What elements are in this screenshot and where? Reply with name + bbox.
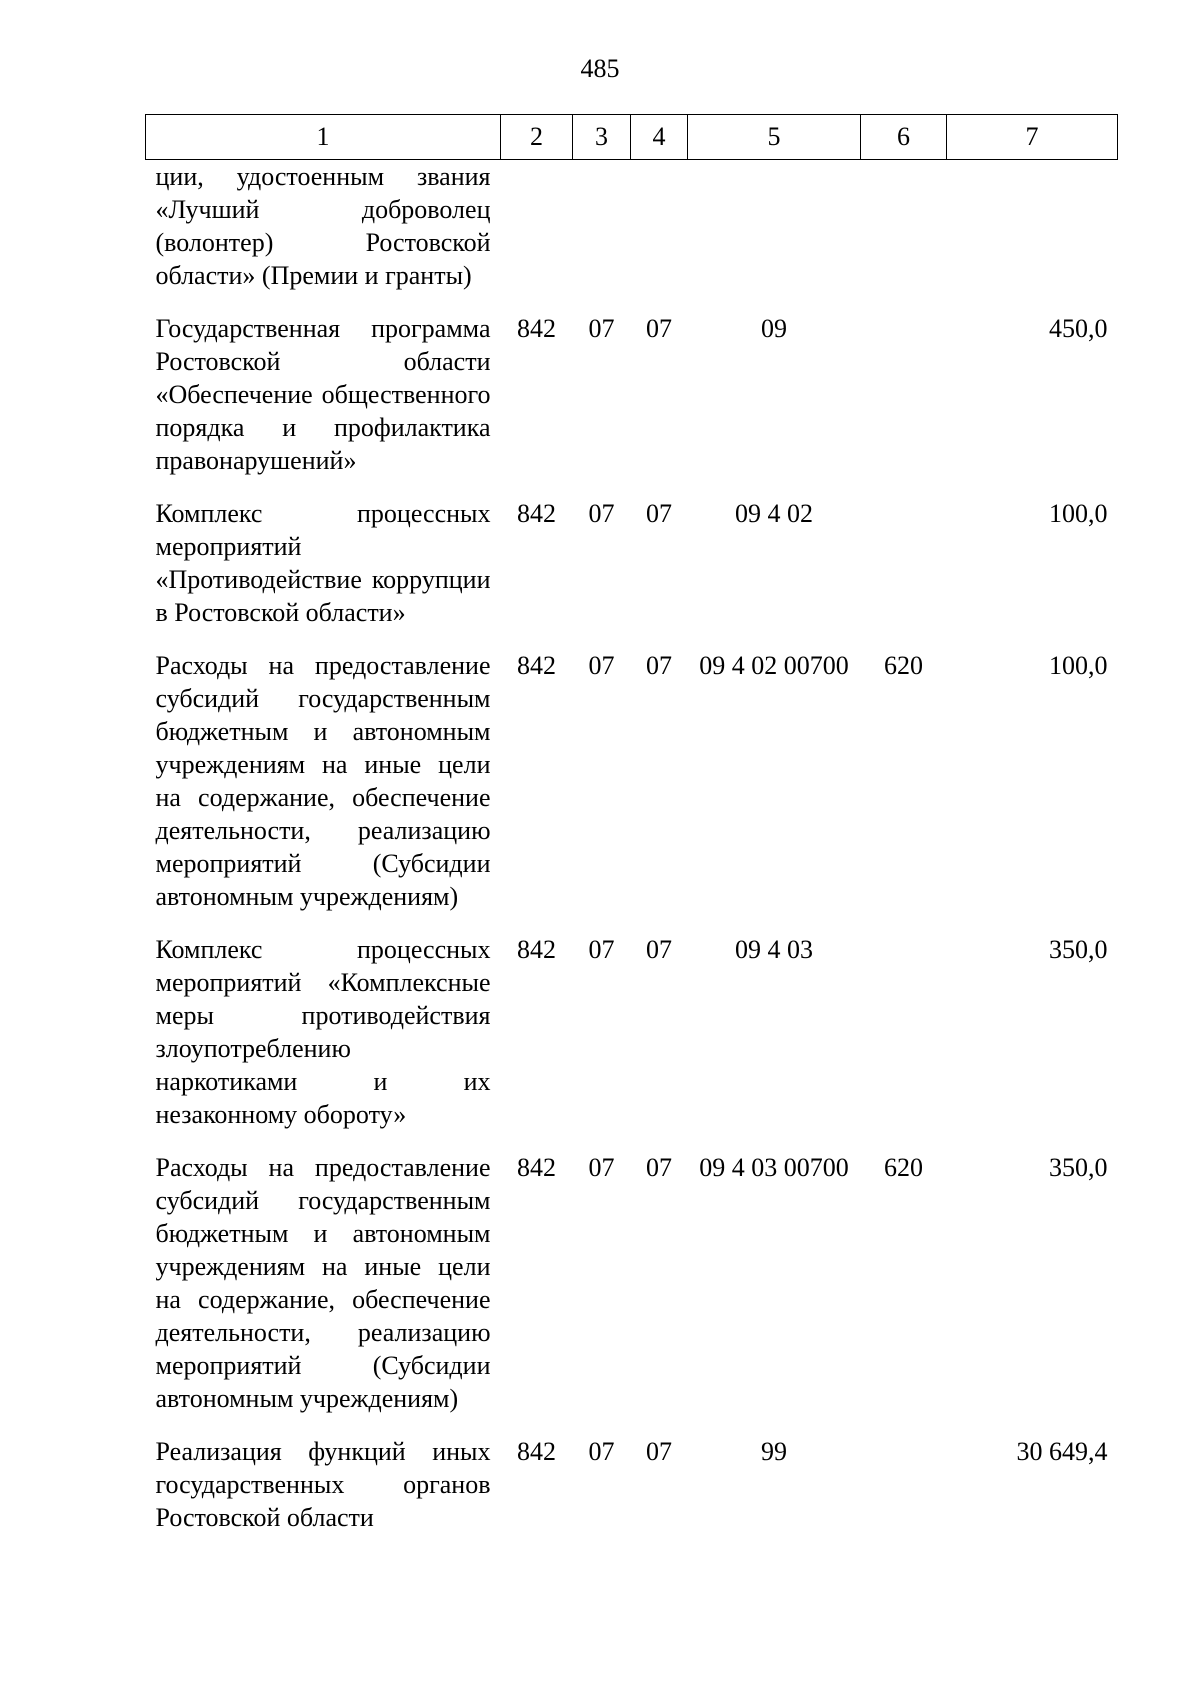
row-col-4 xyxy=(631,160,688,305)
row-col-3: 07 xyxy=(588,499,615,528)
row-col-3: 07 xyxy=(588,314,615,343)
header-col-1: 1 xyxy=(146,115,501,160)
row-col-6: 620 xyxy=(884,651,923,680)
row-col-7: 100,0 xyxy=(1049,651,1108,680)
row-col-4: 07 xyxy=(646,1153,672,1182)
table-row xyxy=(146,160,1118,305)
row-col-5: 09 4 03 00700 xyxy=(699,1153,849,1182)
row-description: Реализация функций иных государственных органов Ростовской области xyxy=(155,1437,491,1532)
row-col-6: 620 xyxy=(884,1153,923,1182)
row-col-2: 842 xyxy=(517,499,556,528)
row-description: Комплекс процессных мероприятий «Комплексные меры противодействия злоупотреблению наркотиками и их незаконному обороту» xyxy=(155,935,491,1129)
table-body xyxy=(146,160,1118,1547)
row-col-2 xyxy=(501,160,573,305)
row-col-7: 350,0 xyxy=(1049,935,1108,964)
row-col-6 xyxy=(861,160,947,305)
row-col-3: 07 xyxy=(588,935,615,964)
row-col-7: 30 649,4 xyxy=(1016,1437,1108,1466)
row-col-2: 842 xyxy=(517,651,556,680)
row-col-2: 842 xyxy=(517,314,556,343)
row-col-2: 842 xyxy=(517,1153,556,1182)
row-description: Государственная программа Ростовской области «Обеспечение общественного порядка и профилактика правонарушений» xyxy=(155,314,491,475)
table-row xyxy=(146,1427,1118,1546)
row-col-4: 07 xyxy=(646,651,672,680)
table-row xyxy=(146,1143,1118,1427)
row-col-5: 99 xyxy=(761,1437,787,1466)
budget-table xyxy=(145,114,1118,1546)
row-col-5: 09 4 02 xyxy=(735,499,813,528)
row-col-6 xyxy=(861,489,947,641)
table-row xyxy=(146,489,1118,641)
row-col-7: 350,0 xyxy=(1049,1153,1108,1182)
row-col-7: 450,0 xyxy=(1049,314,1108,343)
row-col-2: 842 xyxy=(517,1437,556,1466)
header-col-6: 6 xyxy=(861,115,947,160)
header-col-3: 3 xyxy=(573,115,631,160)
row-col-6 xyxy=(861,1427,947,1546)
row-col-2: 842 xyxy=(517,935,556,964)
header-col-7: 7 xyxy=(947,115,1118,160)
row-col-4: 07 xyxy=(646,314,672,343)
row-col-7 xyxy=(947,160,1118,305)
row-col-6 xyxy=(861,304,947,489)
header-col-2: 2 xyxy=(501,115,573,160)
table-row xyxy=(146,641,1118,925)
row-description: Комплекс процессных мероприятий «Противодействие коррупции в Ростовской области» xyxy=(155,499,491,627)
row-col-4: 07 xyxy=(646,1437,672,1466)
table-row xyxy=(146,925,1118,1143)
row-col-5: 09 4 02 00700 xyxy=(699,651,849,680)
budget-table-container xyxy=(145,114,1117,1546)
header-col-4: 4 xyxy=(631,115,688,160)
row-col-3: 07 xyxy=(588,651,615,680)
page-number: 485 xyxy=(580,54,620,83)
row-col-6 xyxy=(861,925,947,1143)
table-row xyxy=(146,304,1118,489)
row-col-5 xyxy=(688,160,861,305)
row-col-3: 07 xyxy=(588,1437,615,1466)
table-header xyxy=(146,115,1118,160)
header-col-5: 5 xyxy=(688,115,861,160)
row-col-4: 07 xyxy=(646,499,672,528)
row-col-7: 100,0 xyxy=(1049,499,1108,528)
row-description: Расходы на предоставление субсидий государственным бюджетным и автономным учреждениям на иные цели на содержание, обеспечение деятельности, реализацию мероприятий (Субсидии автономным учреждениям) xyxy=(155,651,491,911)
header-row xyxy=(146,115,1118,160)
row-col-5: 09 xyxy=(761,314,787,343)
row-col-5: 09 4 03 xyxy=(735,935,813,964)
row-col-4: 07 xyxy=(646,935,672,964)
row-col-3: 07 xyxy=(588,1153,615,1182)
row-description: Расходы на предоставление субсидий государственным бюджетным и автономным учреждениям на иные цели на содержание, обеспечение деятельности, реализацию мероприятий (Субсидии автономным учреждениям) xyxy=(155,1153,491,1413)
row-col-3 xyxy=(573,160,631,305)
row-description: ции, удостоенным звания «Лучший доброволец (волонтер) Ростовской области» (Премии и гранты) xyxy=(155,162,491,290)
